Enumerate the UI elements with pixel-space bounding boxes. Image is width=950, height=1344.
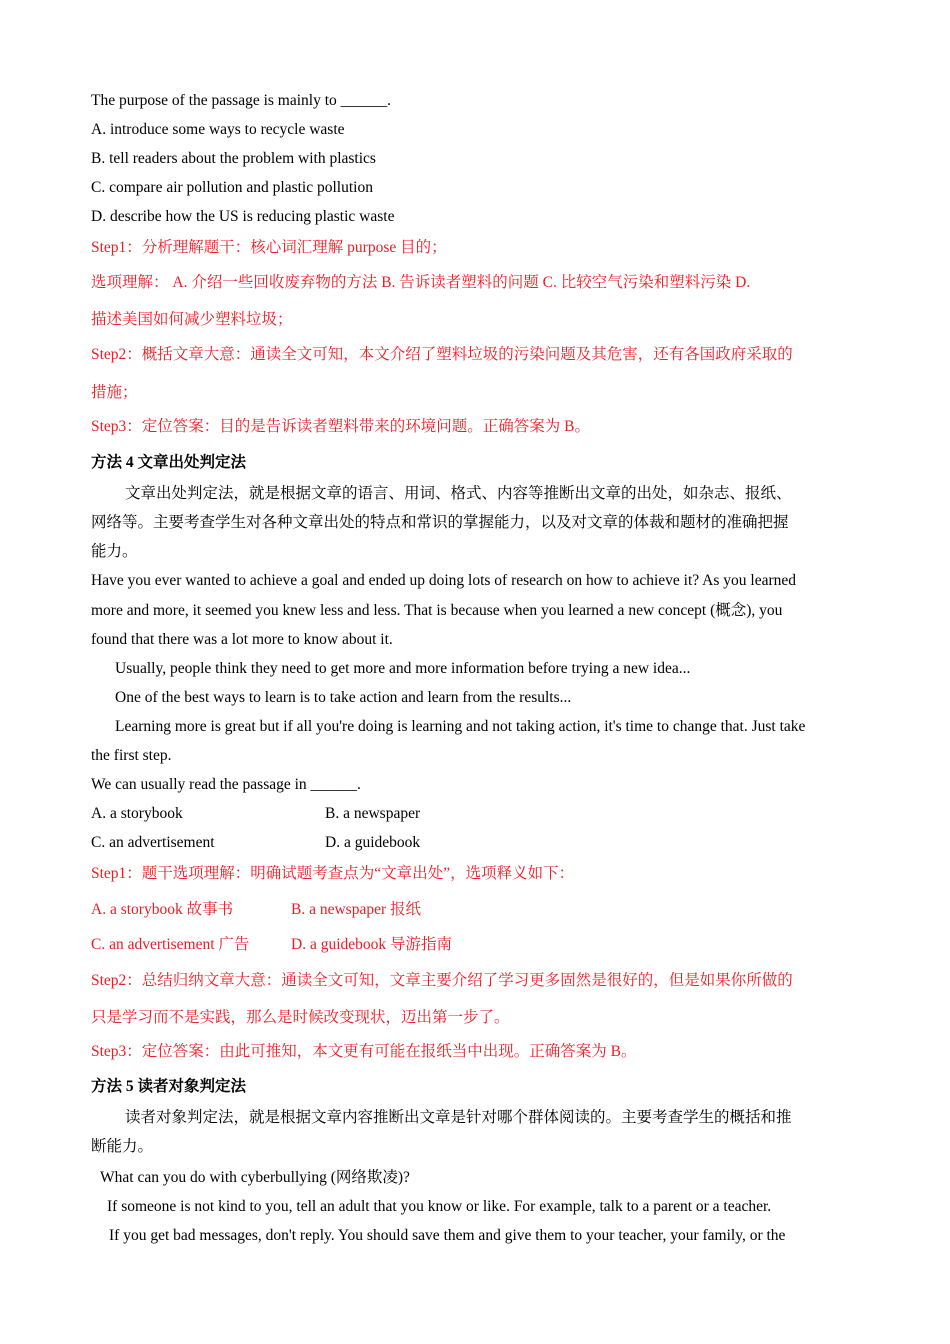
analysis-step1: Step1：题干选项理解：明确试题考查点为“文章出处”，选项释义如下： <box>91 865 575 882</box>
option-d: D. describe how the US is reducing plastic waste <box>91 208 395 225</box>
method5-intro-line1: 读者对象判定法，就是根据文章内容推断出文章是针对哪个群体阅读的。主要考查学生的概括和推 <box>125 1109 792 1126</box>
analysis-step1: Step1：分析理解题干：核心词汇理解 purpose 目的； <box>91 239 447 256</box>
option-a: A. introduce some ways to recycle waste <box>91 121 345 138</box>
method4-intro-line2: 网络等。主要考查学生对各种文章出处的特点和常识的掌握能力，以及对文章的体裁和题材的准确把握 <box>91 514 789 531</box>
passage-line: Learning more is great but if all you're doing is learning and not taking action, it's time to change that. Just take <box>115 718 806 735</box>
analysis-step3: Step3：定位答案：目的是告诉读者塑料带来的环境问题。正确答案为 B。 <box>91 418 591 435</box>
option-c: C. an advertisement <box>91 834 215 851</box>
passage-line: found that there was a lot more to know about it. <box>91 631 393 648</box>
passage-line: more and more, it seemed you knew less and less. That is because when you learned a new concept (概念), you <box>91 602 783 619</box>
analysis-options-line1: 选项理解： A. 介绍一些回收废弃物的方法 B. 告诉读者塑料的问题 C. 比较空气污染和塑料污染 D. <box>91 274 751 291</box>
passage-line: Have you ever wanted to achieve a goal and ended up doing lots of research on how to achieve it? As you learned <box>91 572 797 589</box>
analysis-step3: Step3：定位答案：由此可推知，本文更有可能在报纸当中出现。正确答案为 B。 <box>91 1043 637 1060</box>
method5-heading: 方法 5 读者对象判定法 <box>91 1078 247 1095</box>
method5-intro-line2: 断能力。 <box>91 1138 154 1155</box>
option-b: B. a newspaper <box>325 805 421 822</box>
option-d-translation: D. a guidebook 导游指南 <box>291 936 453 953</box>
passage-line: Usually, people think they need to get more and more information before trying a new idea... <box>115 660 691 677</box>
method4-question: We can usually read the passage in ______. <box>91 776 361 793</box>
question-stem: The purpose of the passage is mainly to ______. <box>91 92 392 109</box>
method4-intro-line1: 文章出处判定法，就是根据文章的语言、用词、格式、内容等推断出文章的出处，如杂志、报纸、 <box>125 485 792 502</box>
option-b-translation: B. a newspaper 报纸 <box>291 901 421 918</box>
analysis-options-line2: 描述美国如何减少塑料垃圾； <box>91 311 293 328</box>
passage-line: One of the best ways to learn is to take action and learn from the results... <box>115 689 572 706</box>
method4-heading: 方法 4 文章出处判定法 <box>91 454 247 471</box>
option-a-translation: A. a storybook 故事书 <box>91 901 234 918</box>
method4-intro-line3: 能力。 <box>91 543 138 560</box>
passage-line: If you get bad messages, don't reply. You should save them and give them to your teacher, your family, or the <box>109 1227 786 1244</box>
analysis-step2-line1: Step2：总结归纳文章大意：通读全文可知，文章主要介绍了学习更多固然是很好的，但是如果你所做的 <box>91 972 793 989</box>
option-d: D. a guidebook <box>325 834 421 851</box>
passage-line: What can you do with cyberbullying (网络欺凌)? <box>100 1169 410 1186</box>
option-a: A. a storybook <box>91 805 183 822</box>
passage-line: If someone is not kind to you, tell an adult that you know or like. For example, talk to a parent or a teacher. <box>107 1198 772 1215</box>
passage-line: the first step. <box>91 747 172 764</box>
analysis-step2-line2: 措施； <box>91 384 138 401</box>
option-c: C. compare air pollution and plastic pollution <box>91 179 373 196</box>
option-b: B. tell readers about the problem with plastics <box>91 150 376 167</box>
option-c-translation: C. an advertisement 广告 <box>91 936 250 953</box>
analysis-step2-line1: Step2：概括文章大意：通读全文可知，本文介绍了塑料垃圾的污染问题及其危害，还有各国政府采取的 <box>91 346 793 363</box>
analysis-step2-line2: 只是学习而不是实践，那么是时候改变现状，迈出第一步了。 <box>91 1009 510 1026</box>
